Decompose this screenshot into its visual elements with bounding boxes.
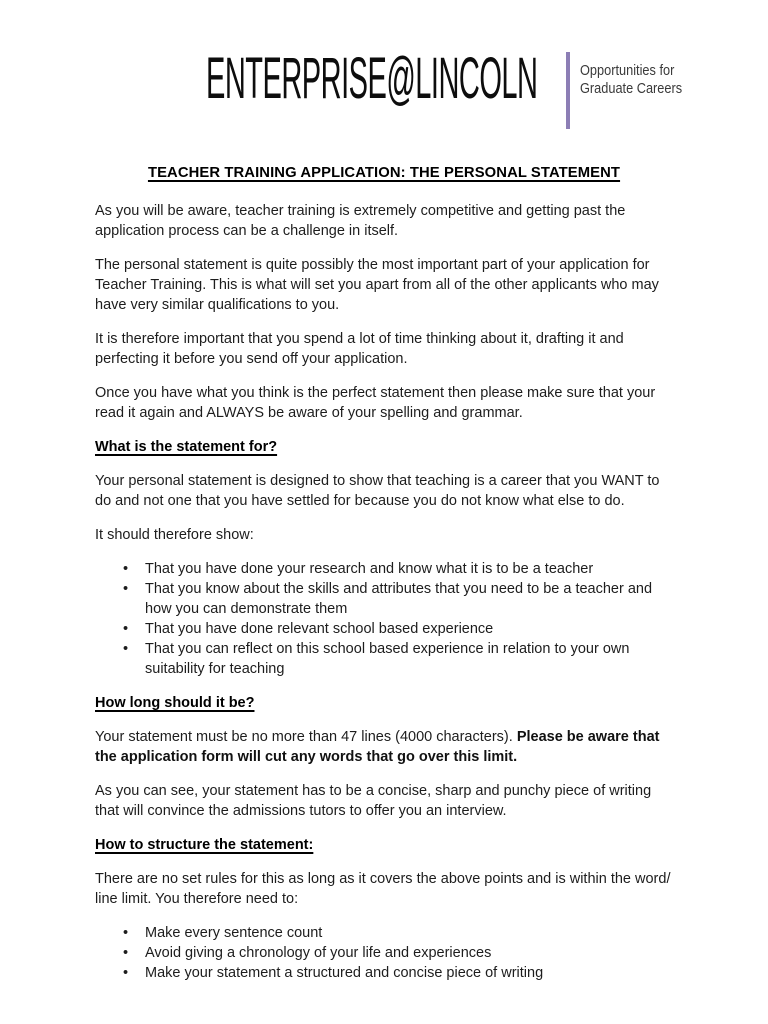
- body-paragraph: It should therefore show:: [95, 527, 254, 543]
- body-paragraph: Your statement must be no more than 47 lines (4000 characters). Please be aware that the application form will cut any words that go over this limit.: [95, 729, 660, 765]
- section-heading: How to structure the statement:: [95, 837, 314, 853]
- document-body: [95, 201, 677, 997]
- bullet-item: • Make every sentence count: [95, 923, 677, 943]
- body-paragraph: It is therefore important that you spend a lot of time thinking about it, drafting it and perfecting it before you send off your application.: [95, 331, 624, 367]
- bullet-item: • Make your statement a structured and concise piece of writing: [95, 963, 677, 983]
- body-paragraph: Once you have what you think is the perfect statement then please make sure that your read it again and ALWAYS be aware of your spelling and grammar.: [95, 385, 656, 421]
- body-paragraph: The personal statement is quite possibly the most important part of your application for Teacher Training. This is what will set you apart from all of the other applicants who may have very similar qualifications to you.: [95, 257, 659, 313]
- section-heading: How long should it be?: [95, 695, 255, 711]
- bullet-item: • That you have done your research and know what it is to be a teacher: [95, 559, 677, 579]
- logo-divider: [566, 52, 570, 129]
- bullet-list: [95, 923, 677, 983]
- logo-tagline-line1: Opportunities for: [580, 63, 675, 79]
- section-heading: What is the statement for?: [95, 439, 278, 455]
- logo-wordmark: ENTERPRISE@LINCOLN: [206, 46, 538, 111]
- body-paragraph: As you will be aware, teacher training is extremely competitive and getting past the application process can be a challenge in itself.: [95, 203, 626, 239]
- bullet-item: • That you have done relevant school based experience: [95, 619, 677, 639]
- bullet-item: • Avoid giving a chronology of your life and experiences: [95, 943, 677, 963]
- bullet-item: • That you can reflect on this school based experience in relation to your own suitability for teaching: [95, 639, 677, 679]
- body-paragraph: Your personal statement is designed to show that teaching is a career that you WANT to do and not one that you have settled for because you do not know what else to do.: [95, 473, 660, 509]
- logo-tagline: [580, 62, 682, 98]
- bullet-item: • That you know about the skills and attributes that you need to be a teacher and how you can demonstrate them: [95, 579, 677, 619]
- body-paragraph: There are no set rules for this as long as it covers the above points and is within the word/ line limit. You therefore need to:: [95, 871, 671, 907]
- bullet-list: [95, 559, 677, 679]
- document-title: TEACHER TRAINING APPLICATION: THE PERSONAL STATEMENT: [147, 165, 621, 181]
- bold-text: Please be aware that the application form will cut any words that go over this limit.: [95, 729, 660, 765]
- logo-tagline-line2: Graduate Careers: [580, 81, 683, 97]
- body-paragraph: As you can see, your statement has to be a concise, sharp and punchy piece of writing that will convince the admissions tutors to offer you an interview.: [95, 783, 652, 819]
